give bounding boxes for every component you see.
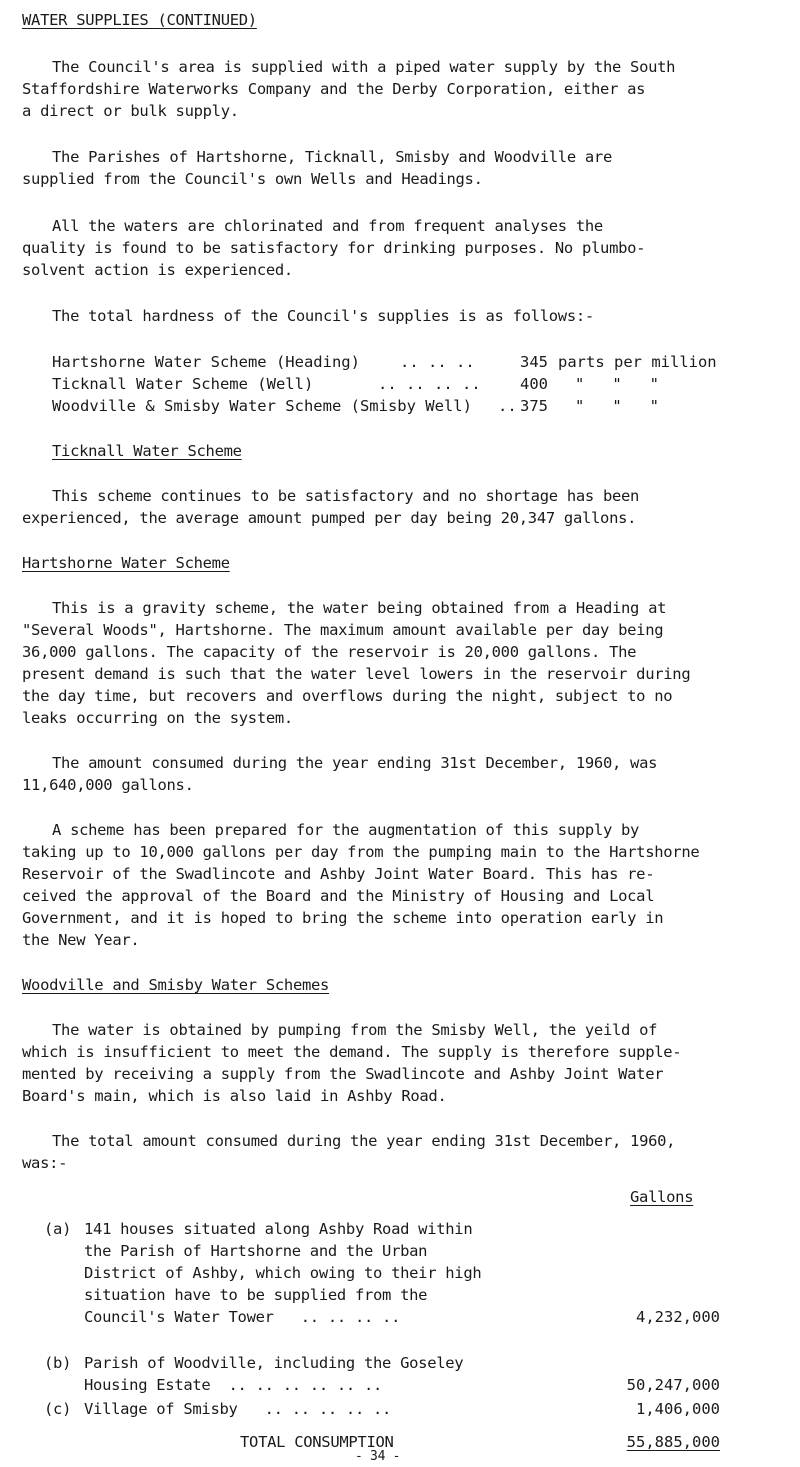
- item-value: 4,232,000: [636, 1308, 720, 1326]
- text-line: Government, and it is hoped to bring the scheme into operation early in: [22, 909, 664, 927]
- text-line: This scheme continues to be satisfactory and no shortage has been: [52, 487, 640, 505]
- text-line: All the waters are chlorinated and from frequent analyses the: [52, 217, 603, 235]
- leader-dots: .. .. .. ..: [378, 375, 481, 393]
- text-line: mented by receiving a supply from the Swadlincote and Ashby Joint Water: [22, 1065, 664, 1083]
- text-line: leaks occurring on the system.: [22, 709, 293, 727]
- item-label: (b): [44, 1354, 72, 1372]
- leader-dots: .. .. ..: [400, 353, 475, 371]
- woodville-heading: Woodville and Smisby Water Schemes: [22, 976, 330, 994]
- text-line: "Several Woods", Hartshorne. The maximum amount available per day being: [22, 621, 664, 639]
- text-line: 11,640,000 gallons.: [22, 776, 194, 794]
- item-label: (a): [44, 1220, 72, 1238]
- text-line: Reservoir of the Swadlincote and Ashby Joint Water Board. This has re-: [22, 865, 655, 883]
- text-line: Parish of Woodville, including the Goseley: [84, 1354, 464, 1372]
- text-line: a direct or bulk supply.: [22, 102, 239, 120]
- page-title: WATER SUPPLIES (CONTINUED): [22, 11, 257, 29]
- text-line: The Council's area is supplied with a piped water supply by the South: [52, 58, 676, 76]
- text-line: which is insufficient to meet the demand. The supply is therefore supple-: [22, 1043, 682, 1061]
- scheme-name: Woodville & Smisby Water Scheme (Smisby Well): [52, 397, 472, 415]
- text-line: the day time, but recovers and overflows during the night, subject to no: [22, 687, 673, 705]
- text-line: situation have to be supplied from the: [84, 1286, 428, 1304]
- text-line: A scheme has been prepared for the augmentation of this supply by: [52, 821, 640, 839]
- text-line: Staffordshire Waterworks Company and the Derby Corporation, either as: [22, 80, 646, 98]
- text-line: supplied from the Council's own Wells and Headings.: [22, 170, 483, 188]
- text-line: 141 houses situated along Ashby Road within: [84, 1220, 473, 1238]
- text-line: District of Ashby, which owing to their high: [84, 1264, 482, 1282]
- text-line: 36,000 gallons. The capacity of the reservoir is 20,000 gallons. The: [22, 643, 637, 661]
- total-value: 55,885,000: [626, 1433, 720, 1451]
- hardness-value: 345: [520, 353, 548, 371]
- hardness-unit: parts per million: [558, 353, 717, 371]
- ticknall-heading: Ticknall Water Scheme: [52, 442, 242, 460]
- ditto-marks: " " ": [575, 397, 659, 415]
- text-line: taking up to 10,000 gallons per day from the pumping main to the Hartshorne: [22, 843, 700, 861]
- item-label: (c): [44, 1400, 72, 1418]
- text-line: Council's Water Tower .. .. .. ..: [84, 1308, 401, 1326]
- text-line: The water is obtained by pumping from the Smisby Well, the yeild of: [52, 1021, 658, 1039]
- page-number: - 34 -: [355, 1449, 401, 1464]
- hardness-value: 375: [520, 397, 548, 415]
- item-value: 1,406,000: [636, 1400, 720, 1418]
- hartshorne-heading: Hartshorne Water Scheme: [22, 554, 230, 572]
- text-line: the Parish of Hartshorne and the Urban: [84, 1242, 428, 1260]
- hardness-intro: The total hardness of the Council's supplies is as follows:-: [52, 307, 594, 325]
- text-line: ceived the approval of the Board and the Ministry of Housing and Local: [22, 887, 655, 905]
- text-line: The total amount consumed during the year ending 31st December, 1960,: [52, 1132, 676, 1150]
- text-line: Board's main, which is also laid in Ashby Road.: [22, 1087, 447, 1105]
- text-line: solvent action is experienced.: [22, 261, 293, 279]
- text-line: Housing Estate .. .. .. .. .. ..: [84, 1376, 383, 1394]
- total-label: TOTAL CONSUMPTION: [240, 1433, 394, 1451]
- text-line: quality is found to be satisfactory for drinking purposes. No plumbo-: [22, 239, 646, 257]
- hardness-value: 400: [520, 375, 548, 393]
- text-line: experienced, the average amount pumped per day being 20,347 gallons.: [22, 509, 637, 527]
- text-line: Village of Smisby .. .. .. .. ..: [84, 1400, 392, 1418]
- text-line: present demand is such that the water level lowers in the reservoir during: [22, 665, 691, 683]
- scheme-name: Ticknall Water Scheme (Well): [52, 375, 314, 393]
- text-line: The Parishes of Hartshorne, Ticknall, Smisby and Woodville are: [52, 148, 612, 166]
- text-line: the New Year.: [22, 931, 140, 949]
- scheme-name: Hartshorne Water Scheme (Heading): [52, 353, 360, 371]
- ditto-marks: " " ": [575, 375, 659, 393]
- leader-dots: ..: [498, 397, 517, 415]
- text-line: This is a gravity scheme, the water being obtained from a Heading at: [52, 599, 667, 617]
- gallons-column-header: Gallons: [630, 1188, 694, 1206]
- text-line: was:-: [22, 1154, 68, 1172]
- text-line: The amount consumed during the year ending 31st December, 1960, was: [52, 754, 658, 772]
- item-value: 50,247,000: [626, 1376, 720, 1394]
